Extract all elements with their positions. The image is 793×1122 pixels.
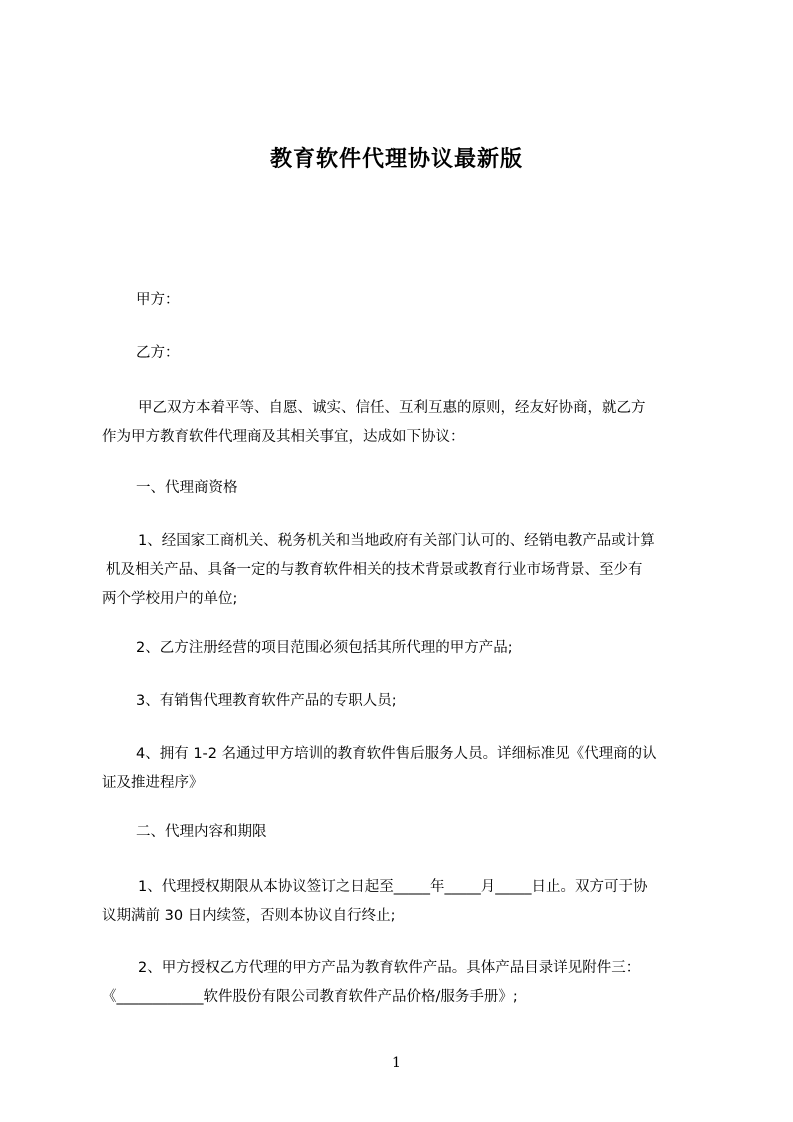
section-2-item-1 xyxy=(102,873,712,931)
section-2-item-2-line-1: 2、甲方授权乙方代理的甲方产品为教育软件产品。具体产品目录详见附件三： xyxy=(138,960,641,976)
page-number: 1 xyxy=(392,1055,401,1071)
section-2-heading: 二、代理内容和期限 xyxy=(136,824,267,840)
section-1-item-4 xyxy=(102,740,712,798)
document-title: 教育软件代理协议最新版 xyxy=(269,147,523,172)
section-1-item-1-line-1: 1、经国家工商机关、税务机关和当地政府有关部门认可的、经销电教产品或计算 xyxy=(138,533,655,549)
section-1-item-3: 3、有销售代理教育软件产品的专职人员; xyxy=(136,693,397,709)
section-2-item-1-line-1: 1、代理授权期限从本协议签订之日起至_____年_____月_____日止。双方可于协 xyxy=(138,879,648,895)
section-1-item-4-line-1: 4、拥有 1-2 名通过甲方培训的教育软件售后服务人员。详细标准见《代理商的认 xyxy=(136,746,657,762)
section-1-item-1-line-2: 机及相关产品、具备一定的与教育软件相关的技术背景或教育行业市场背景、至少有 xyxy=(106,562,643,578)
section-1-heading: 一、代理商资格 xyxy=(136,480,238,496)
section-2-item-2-line-2: 《____________软件股份有限公司教育软件产品价格/服务手册》; xyxy=(102,989,518,1005)
intro-line-1: 甲乙双方本着平等、自愿、诚实、信任、互利互惠的原则，经友好协商，就乙方 xyxy=(138,400,646,416)
intro-paragraph xyxy=(102,394,712,452)
section-1-item-1 xyxy=(102,527,712,614)
section-1-item-1-line-3: 两个学校用户的单位; xyxy=(102,591,238,607)
section-1-item-4-line-2: 证及推进程序》 xyxy=(102,775,204,791)
section-2-item-1-line-2: 议期满前 30 日内续签，否则本协议自行终止; xyxy=(102,908,396,924)
section-2-item-2 xyxy=(102,954,712,1012)
party-b-label: 乙方： xyxy=(136,345,180,361)
intro-line-2: 作为甲方教育软件代理商及其相关事宜，达成如下协议： xyxy=(102,429,465,445)
party-a-label: 甲方： xyxy=(136,292,180,308)
section-1-item-2: 2、乙方注册经营的项目范围必须包括其所代理的甲方产品; xyxy=(136,640,513,656)
